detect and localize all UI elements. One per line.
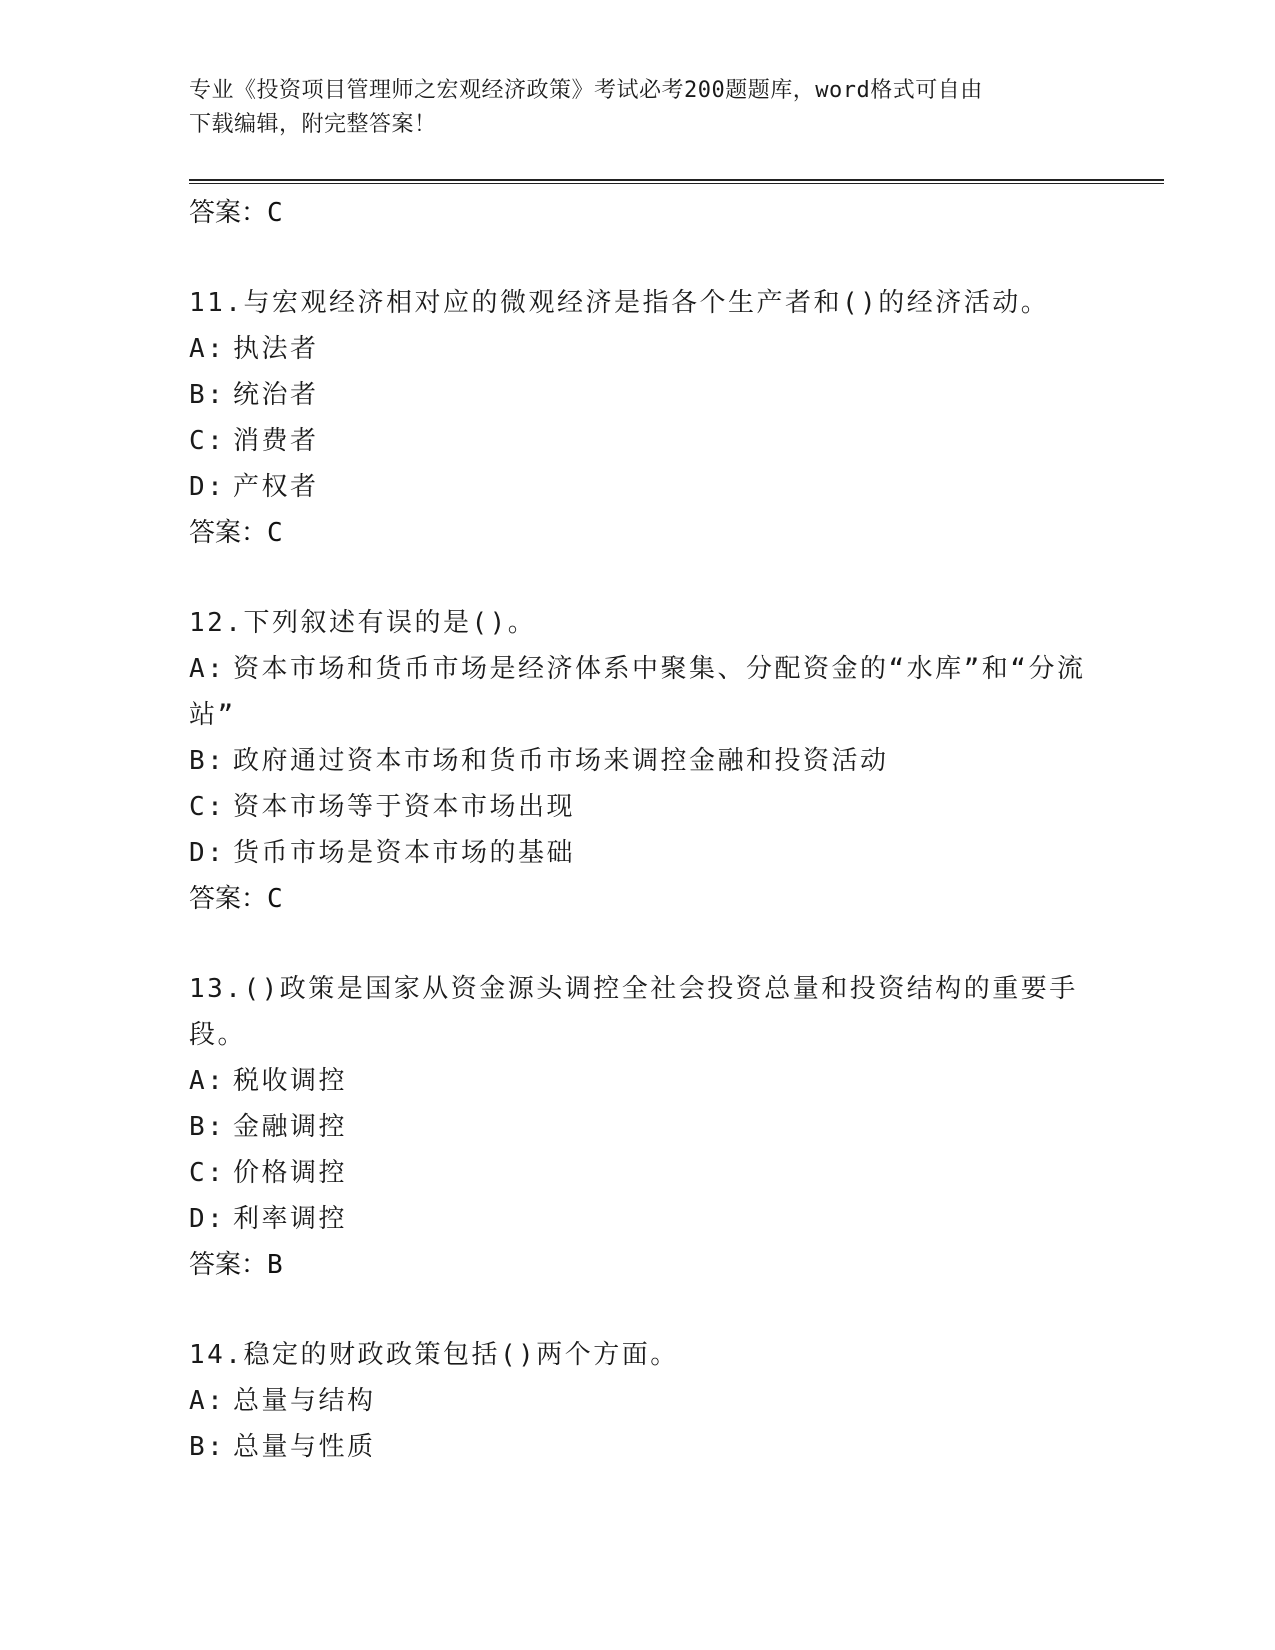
option-key: C: <box>189 792 226 822</box>
option-text: 资本市场和货币市场是经济体系中聚集、分配资金的“水库”和“分流站” <box>189 654 1086 730</box>
option-a <box>189 646 1089 738</box>
question-stem: 13.()政策是国家从资金源头调控全社会投资总量和投资结构的重要手段。 <box>189 974 1078 1050</box>
option-key: B: <box>189 380 226 410</box>
option-text: 总量与结构 <box>233 1386 376 1416</box>
option-text: 总量与性质 <box>233 1432 376 1462</box>
header-divider <box>189 179 1164 184</box>
question-stem: 14.稳定的财政政策包括()两个方面。 <box>189 1340 679 1370</box>
option-key: D: <box>189 838 226 868</box>
question-14 <box>189 1332 1089 1470</box>
option-key: D: <box>189 1204 226 1234</box>
option-key: A: <box>189 654 226 684</box>
option-d <box>189 464 1089 510</box>
document-header <box>189 74 1089 142</box>
option-text: 金融调控 <box>233 1112 348 1142</box>
option-text: 价格调控 <box>233 1158 348 1188</box>
option-key: C: <box>189 426 226 456</box>
option-c <box>189 418 1089 464</box>
question-13 <box>189 966 1089 1288</box>
option-key: B: <box>189 1432 226 1462</box>
answer-label: 答案： <box>189 884 268 914</box>
question-11 <box>189 280 1089 556</box>
question-12 <box>189 600 1089 922</box>
question-stem: 12.下列叙述有误的是()。 <box>189 608 537 638</box>
answer-label: 答案： <box>189 518 268 548</box>
option-key: B: <box>189 1112 226 1142</box>
answer-value: C <box>267 518 283 548</box>
header-line-1: 专业《投资项目管理师之宏观经济政策》考试必考200题题库，word格式可自由 <box>189 78 983 103</box>
option-a <box>189 1378 1089 1424</box>
option-key: A: <box>189 334 226 364</box>
answer-line <box>189 510 1089 556</box>
option-a <box>189 326 1089 372</box>
option-c <box>189 1150 1089 1196</box>
option-key: D: <box>189 472 226 502</box>
option-key: B: <box>189 746 226 776</box>
option-text: 货币市场是资本市场的基础 <box>233 838 576 868</box>
option-b <box>189 1104 1089 1150</box>
question-stem: 11.与宏观经济相对应的微观经济是指各个生产者和()的经济活动。 <box>189 288 1050 318</box>
option-key: A: <box>189 1386 226 1416</box>
option-c <box>189 784 1089 830</box>
option-text: 政府通过资本市场和货币市场来调控金融和投资活动 <box>233 746 889 776</box>
answer-value: C <box>267 198 283 228</box>
option-b <box>189 372 1089 418</box>
option-key: A: <box>189 1066 226 1096</box>
option-key: C: <box>189 1158 226 1188</box>
answer-line <box>189 1242 1089 1288</box>
answer-value: C <box>267 884 283 914</box>
option-text: 统治者 <box>233 380 319 410</box>
header-line-2: 下载编辑，附完整答案！ <box>189 112 437 137</box>
option-text: 执法者 <box>233 334 319 364</box>
answer-line <box>189 876 1089 922</box>
option-text: 税收调控 <box>233 1066 348 1096</box>
option-b <box>189 738 1089 784</box>
answer-label: 答案： <box>189 198 268 228</box>
option-a <box>189 1058 1089 1104</box>
option-text: 资本市场等于资本市场出现 <box>233 792 576 822</box>
answer-value: B <box>267 1250 283 1280</box>
option-d <box>189 830 1089 876</box>
answer-label: 答案： <box>189 1250 268 1280</box>
question-list <box>189 190 1089 1470</box>
answer-line <box>189 190 1089 236</box>
option-text: 消费者 <box>233 426 319 456</box>
option-text: 产权者 <box>233 472 319 502</box>
option-b <box>189 1424 1089 1470</box>
option-d <box>189 1196 1089 1242</box>
option-text: 利率调控 <box>233 1204 348 1234</box>
